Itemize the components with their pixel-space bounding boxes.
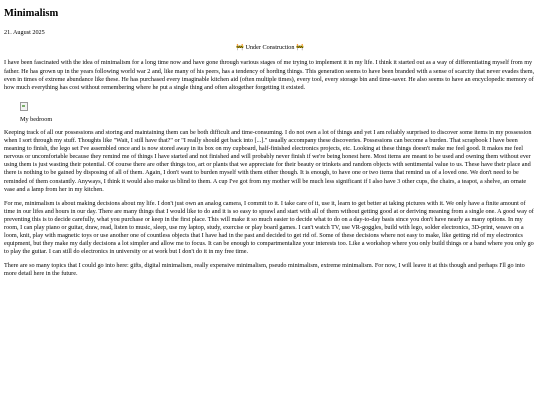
publish-date: 21. August 2025 [4, 28, 45, 36]
under-construction-banner [4, 44, 536, 51]
banner-text: Under Construction [245, 44, 295, 52]
construction-sign-icon: 🚧 [296, 44, 304, 52]
paragraph-intro: I have been fascinated with the idea of minimalism for a long time now and have gone through various stages of me trying to implement it in my life. I think it started out as a way of differentiating myself from my father. He has grown up in the years following world war 2 and, like many of his peers, has a tendency of hording things. This generation seems to have been branded with a sense of scarcity that never evades them, even in times of extreme abundance like these. He has purchased every imaginable kitchen aid (often multiple times), every tool, every storage bin and time-saver. He also seems to have an encyclopedic memory of how much everything has cost without remembering where he put a single thing and often altogether forgetting it existed. [4, 59, 535, 91]
bedroom-figure [20, 98, 536, 123]
paragraph-possessions: Keeping track of all our possessions and storing and maintaining them can be both difficult and time-consuming. I do not own a lot of things and yet I am reliably surprised to discover some items in my possession when I sort through my stuff. Thoughts like "Wait, I still have that?" or "I really should get back into [...]." usually accompany these discoveries. Possessions can become a burden. That scrapbook I have been meaning to finish, the lego set I've assembled once and is now stored away in its box on my cupboard, half-finished electronics projects, etc. Looking at these things doesn't make me feel good. It makes me feel nervous or uncomfortable because they remind me of things I have started and not finished and will probably never finish if we're being honest here. Most items are meant to be used and owning them without ever using them is just wasting their potential. Of course there are other things too, art or plants that we appreciate for their beauty or trinkets and random objects with sentimental value to us. These have their place and there is nothing to be gained by disposing of all of them. Again, I don't want to burden myself with them either though. It is enough, to have one or two items that remind us of a loved one. We don't need to be reminded of them constantly. Anyways, I think it would also make us blind to them. A cup I've got from my mother will be much less significant if I also have 3 other cups, the chairs, a teapot, a shelve, an ornate vase and a lamp from her in my kitchen. [4, 129, 532, 193]
figure-caption: My bedroom [20, 115, 53, 123]
broken-image-icon [20, 102, 28, 111]
paragraph-decisions: For me, minimalism is about making decisions about my life. I don't just own an analog camera, I commit to it. I take care of it, use it, learn to get better at taking pictures with it. We only have a finite amount of time in our lifes and hours in our day. There are many things that I would like to do and it is so easy to sprawl and start with all of them without getting good at or deriving meaning from a single one. A good way of preventing this is to decide carefully, what you purchase or keep in the first place. This will make it so much easier to decide what to do on a day-to-day basis since you don't have nearly as many options. In my room, I can play piano or guitar, draw, read, listen to music, sleep, use my laptop, study, exercise or play board games. I can't watch TV, use VR-goggles, build with lego, solder electronics, 3D-print, weave on a loom, knit, play with magnetic toys or use another one of countless objects that I have had in the past and decided to get rid of. Some of these decisions where not easy to make, like getting rid of my electronics equipment, but they make my daily decisions a lot simpler and allow me to focus. It can be enough to compartmentalize your interests too. Like a workshop where you only build things or a band where you only go to play the guitar. I can still do electronics in university or at work but I don't do it in my free time. [4, 199, 534, 256]
paragraph-topics: There are so many topics that I could go into here: gifts, digital minimalism, really expensive minimalism, pseudo minimalism, extreme minimalism. For now, I will leave it at this though and perhaps I'll go into more detail here in the future. [4, 262, 525, 278]
construction-sign-icon: 🚧 [236, 44, 244, 52]
page-title: Minimalism [4, 8, 59, 19]
